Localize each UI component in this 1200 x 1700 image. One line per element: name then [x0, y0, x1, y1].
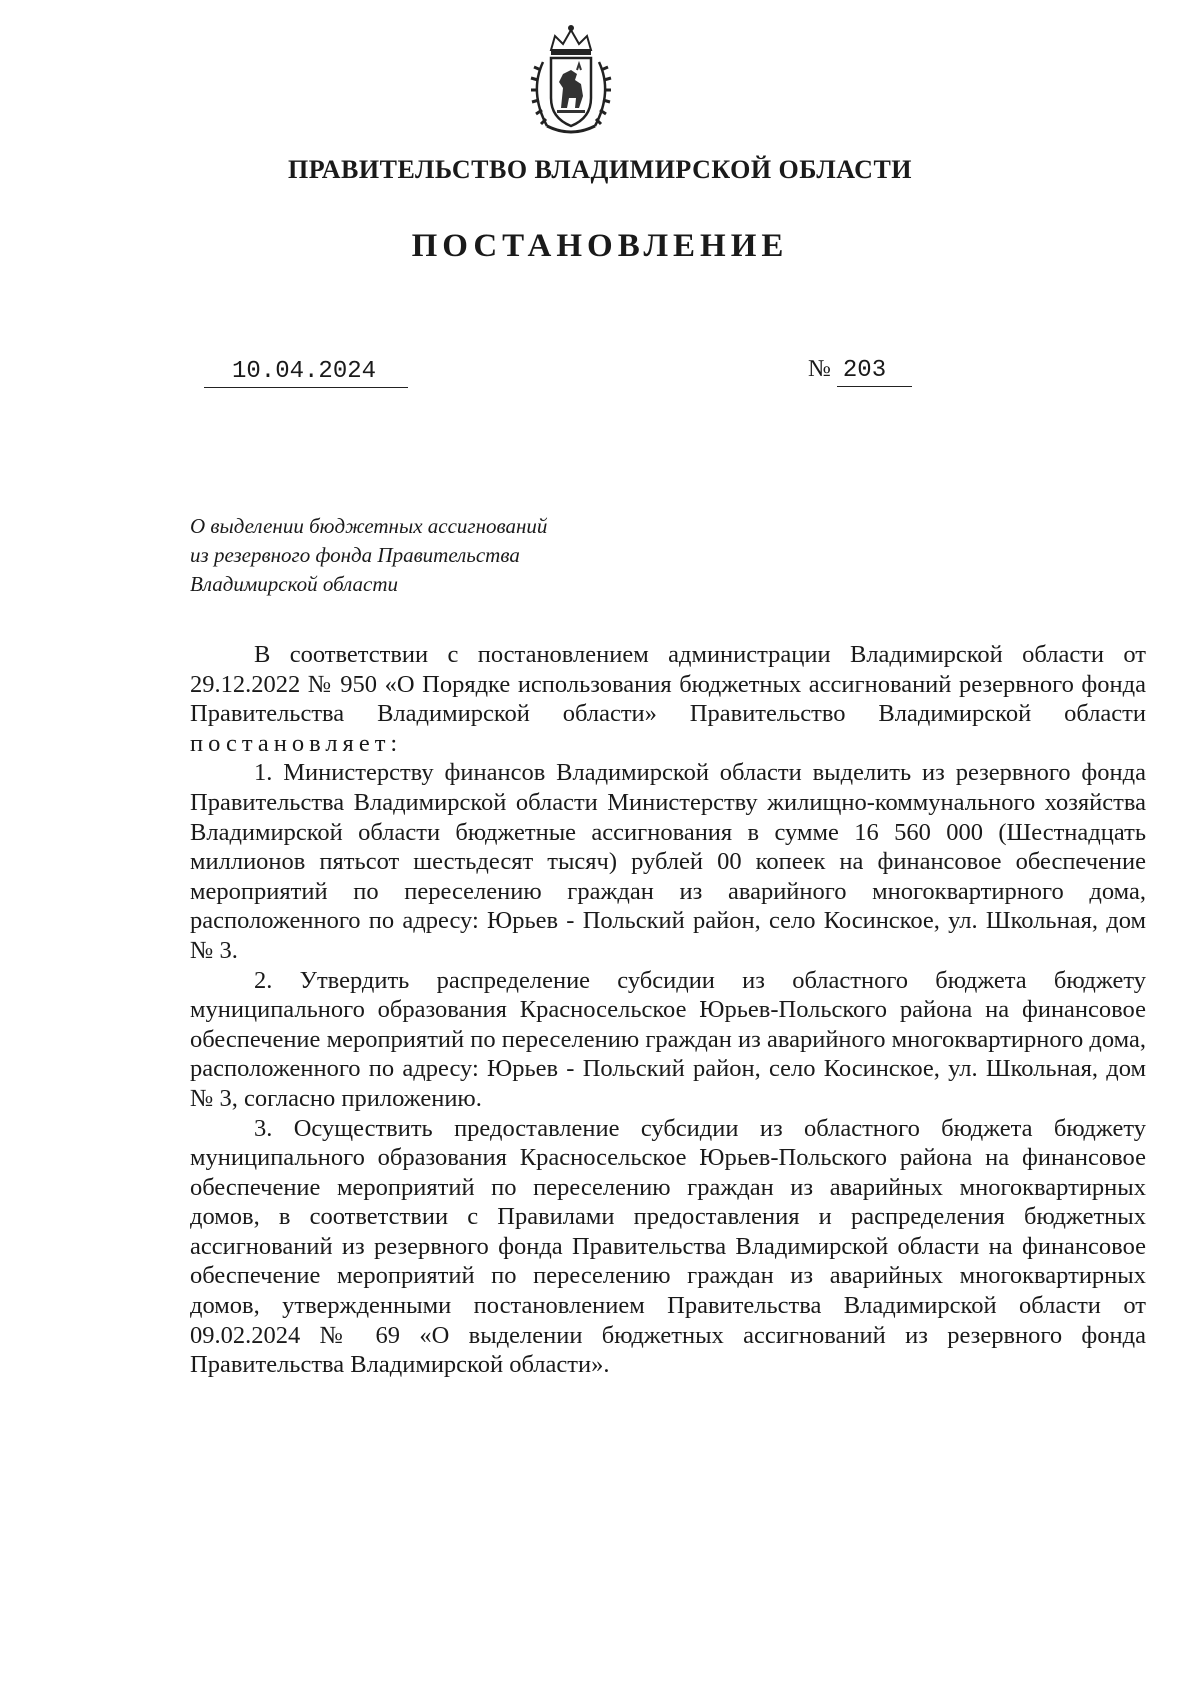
body-item-2: 2. Утвердить распределение субсидии из областного бюджета бюджету муниципального образования Красносельское Юрьев-Польского района на финансовое обеспечение мероприятий по переселению граждан из аварийного многоквартирного дома, расположенного по адресу: Юрьев - Польский район, село Косинское, ул. Школьная, дом № 3, согласно приложению. [190, 966, 1146, 1112]
subject-line: О выделении бюджетных ассигнований [190, 514, 548, 538]
number-prefix: № [808, 356, 831, 382]
document-body [190, 640, 1146, 1380]
preamble-resolves: постановляет: [190, 729, 403, 757]
subject-line: Владимирской области [190, 572, 399, 596]
coat-of-arms-icon [520, 22, 622, 140]
document-date: 10.04.2024 [204, 358, 408, 388]
preamble-paragraph [190, 640, 1146, 758]
document-subject [190, 512, 650, 599]
subject-line: из резервного фонда Правительства [190, 543, 520, 567]
number-value: 203 [837, 357, 912, 387]
document-number [808, 356, 912, 387]
preamble-text: В соответствии с постановлением администрации Владимирской области от 29.12.2022 № 950 «О Порядке использования бюджетных ассигнований резервного фонда Правительства Владимирской области» Правительство Владимирской области [190, 641, 1146, 728]
body-item-1: 1. Министерству финансов Владимирской области выделить из резервного фонда Правительства Владимирской области Министерству жилищно-коммунального хозяйства Владимирской области бюджетные ассигнования в сумме 16 560 000 (Шестнадцать миллионов пятьсот шестьдесят тысяч) рублей 00 копеек на финансовое обеспечение мероприятий по переселению граждан из аварийного многоквартирного дома, расположенного по адресу: Юрьев - Польский район, село Косинское, ул. Школьная, дом № 3. [190, 759, 1146, 964]
document-type-title: ПОСТАНОВЛЕНИЕ [411, 228, 789, 264]
body-item-3: 3. Осуществить предоставление субсидии из областного бюджета бюджету муниципального образования Красносельское Юрьев-Польского района на финансовое обеспечение мероприятий по переселению граждан из аварийных многоквартирных домов, в соответствии с Правилами предоставления и распределения бюджетных ассигнований из резервного фонда Правительства Владимирской области на финансовое обеспечение мероприятий по переселению граждан из аварийных многоквартирных домов, утвержденными постановлением Правительства Владимирской области от 09.02.2024 № 69 «О выделении бюджетных ассигнований из резервного фонда Правительства Владимирской области». [190, 1114, 1146, 1379]
organization-title: ПРАВИТЕЛЬСТВО ВЛАДИМИРСКОЙ ОБЛАСТИ [287, 155, 913, 184]
